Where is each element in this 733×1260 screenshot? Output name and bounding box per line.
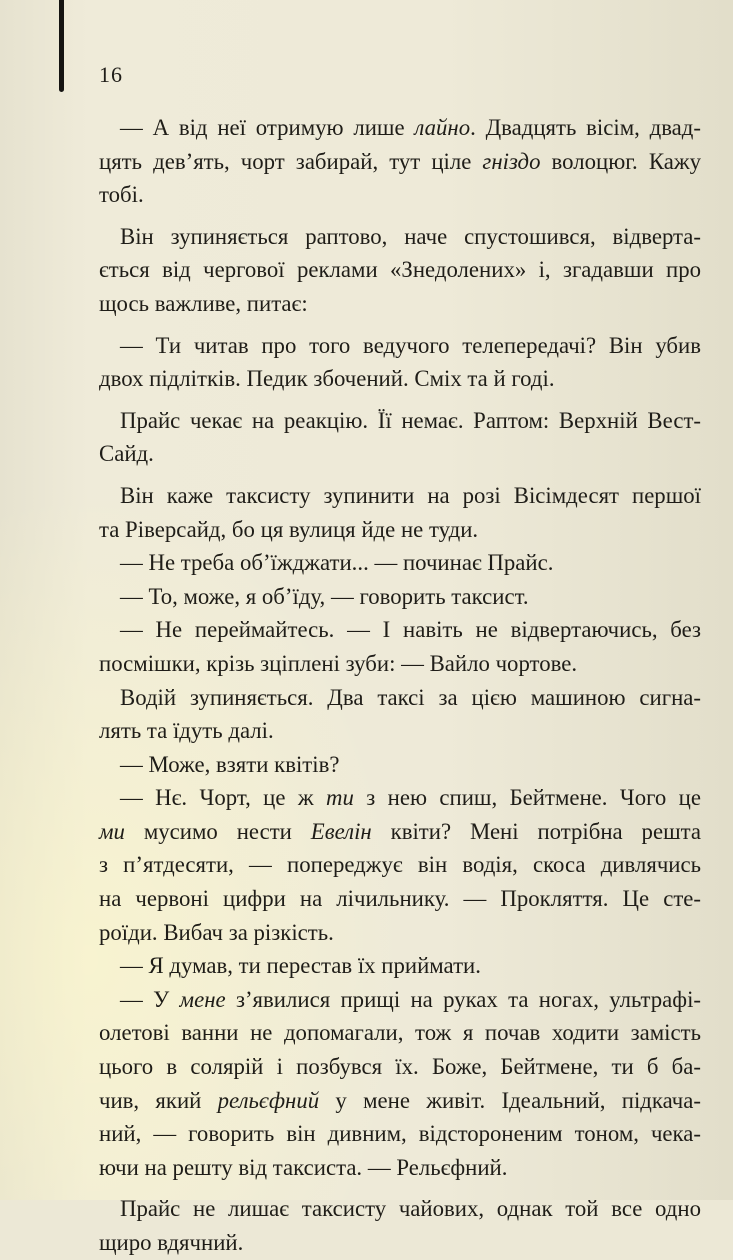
text-line: Прайс чекає на реакцію. Її немає. Раптом: Верхній Вест- [120,407,701,433]
italic-emphasis: гніздо [482,148,541,174]
text-line: чив, який рельєфний у мене живіт. Ідеальний, підкача- [99,1087,701,1113]
text-line: лять та їдуть далі. [99,718,274,744]
text-line: ється від чергової реклами «Знедолених» і, згадавши про [99,257,701,283]
text-line: — Ти читав про того ведучого телепередачі? Він убив [120,332,701,358]
text-line: Прайс не лишає таксисту чайових, однак той все одно [120,1196,701,1222]
italic-emphasis: ти [326,785,354,811]
text-line: — У мене з’явилися прищі на руках та ногах, ультрафі- [120,986,701,1012]
text-line: роїди. Вибач за різкість. [99,919,334,945]
text-line: Водій зупиняється. Два таксі за цією машиною сигна- [120,684,701,710]
text-line: щиро вдячний. [99,1230,244,1255]
text-line: Сайд. [99,441,154,467]
text-line: — Нє. Чорт, це ж ти з нею спиш, Бейтмене. Чого це [120,785,701,811]
page-number: 16 [99,62,123,87]
italic-emphasis: Евелін [310,818,372,844]
text-line: цять дев’ять, чорт забирай, тут ціле гніздо волоцюг. Кажу [99,148,701,174]
text-line: посмішки, крізь зціплені зуби: — Вайло чортове. [99,650,578,676]
text-line: Він каже таксисту зупинити на розі Вісімдесят першої [120,482,701,508]
text-line: — Не переймайтесь. — І навіть не відвертаючись, без [120,617,701,643]
text-line: ючи на решту від таксиста. — Рельєфний. [99,1154,508,1180]
italic-emphasis: ми [99,818,125,844]
text-line: щось важливе, питає: [99,290,308,316]
text-line: двох підлітків. Педик збочений. Сміх та й годі. [99,366,555,392]
text-line: та Ріверсайд, бо ця вулиця йде не туди. [99,516,479,542]
binding-edge [59,0,64,92]
italic-emphasis: рельєфний [217,1087,320,1113]
text-line: олетові ванни не допомагали, тож я почав ходити замість [99,1020,701,1046]
text-line: тобі. [99,182,144,208]
text-line: ми мусимо нести Евелін квіти? Мені потрібна решта [99,818,701,844]
text-line: ний, — говорить він дивним, відстороненим тоном, чека- [99,1121,701,1147]
italic-emphasis: лайно [414,115,471,140]
text-line: з п’ятдесяти, — попереджує він водія, скоса дивлячись [99,852,701,878]
italic-emphasis: мене [179,986,226,1012]
text-line: — То, може, я об’їду, — говорить таксист. [120,583,529,609]
text-line: Він зупиняється раптово, наче спустошився, відверта- [120,223,701,249]
text-line: — Не треба об’їжджати... — починає Прайс. [120,550,554,576]
text-line: — Я думав, ти перестав їх приймати. [120,953,481,979]
text-line: — Може, взяти квітів? [120,751,340,777]
text-line: на червоні цифри на лічильнику. — Прокляття. Це сте- [99,886,701,912]
text-line: — А від неї отримую лише лайно. Двадцять вісім, двад- [120,115,701,140]
text-line: цього в солярій і позбувся їх. Боже, Бейтмене, ти б ба- [99,1054,701,1080]
body-text [99,111,701,1260]
